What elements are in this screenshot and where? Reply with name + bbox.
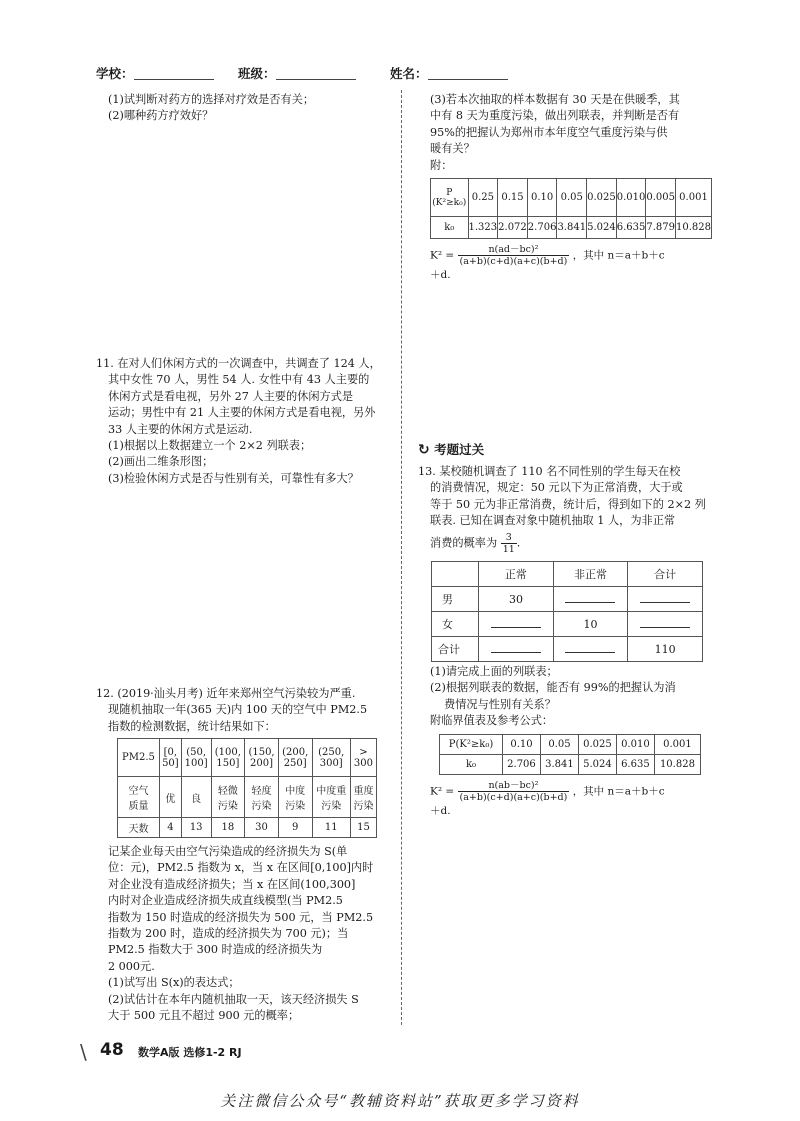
q11-line: (3)检验休闲方式是否与性别有关，可靠性有多大？ — [108, 471, 359, 485]
q13-line: 的消费情况，规定：50 元以下为正常消费，大于或 — [430, 481, 683, 495]
table-cell: (50, 100] — [181, 739, 211, 777]
school-field: 学校： — [96, 64, 214, 82]
q12-line: (2)试估计在本年内随机抽取一天，该天经济损失 S — [108, 992, 359, 1006]
q11-line: 休闲方式是看电视，另外 27 人主要的休闲方式是 — [108, 389, 354, 403]
table-cell: 2.706 — [503, 755, 541, 775]
table-cell: 3.841 — [557, 217, 587, 239]
fraction-denominator: 11 — [502, 543, 515, 555]
formula-1 — [430, 244, 730, 283]
q12-line: PM2.5 指数大于 300 时造成的经济损失为 — [108, 943, 323, 957]
table-cell: 0.001 — [654, 735, 700, 755]
q11-line: (2)画出二维条形图； — [108, 455, 214, 469]
table-cell: 6.635 — [616, 217, 646, 239]
formula-numerator: n(ad－bc)² — [458, 244, 570, 256]
critical-value-table-2 — [439, 734, 701, 775]
table-cell: 110 — [628, 637, 703, 662]
table-cell: 15 — [350, 817, 376, 837]
probability-fraction — [501, 532, 517, 555]
q12-sub3-line: 暖有关？ — [430, 142, 475, 156]
q13-sub-line: (1)请完成上面的列联表； — [430, 665, 558, 678]
table-cell: PM2.5 — [118, 739, 160, 777]
table-cell: 0.10 — [503, 735, 541, 755]
formula-denominator: (a+b)(c+d)(a+c)(b+d) — [459, 256, 568, 267]
q12-line: 大于 500 元且不超过 900 元的概率； — [108, 1009, 300, 1023]
table-cell: 10.828 — [676, 217, 712, 239]
q13-sub-line: 费情况与性别有关系？ — [444, 697, 556, 711]
contingency-table — [431, 561, 703, 662]
table-cell: 3.841 — [540, 755, 578, 775]
table-cell: 女 — [432, 612, 479, 637]
q12-line: 现随机抽取一年(365 天)内 100 天的空气中 PM2.5 — [108, 703, 368, 717]
q12-sub3-line: 中有 8 天为重度污染，做出列联表，并判断是否有 — [430, 109, 680, 123]
answer-blank[interactable] — [565, 643, 615, 653]
q11-line: 33 人主要的休闲方式是运动. — [108, 422, 253, 436]
q12-line: (1)试写出 S(x)的表达式； — [108, 976, 240, 990]
blank-cell[interactable] — [628, 612, 703, 637]
table-cell: 6.635 — [616, 755, 654, 775]
q12-line: 内时对企业造成经济损失成直线模型(当 PM2.5 — [108, 894, 343, 908]
table-cell: 合计 — [628, 562, 703, 587]
table-cell: 0.05 — [557, 179, 587, 217]
formula-denominator: (a+b)(c+d)(a+c)(b+d) — [459, 792, 568, 803]
answer-blank[interactable] — [491, 643, 541, 653]
formula-tail2: ＋d. — [430, 269, 451, 281]
critical-value-table-1 — [430, 178, 712, 239]
q12-sub3-line: 95%的把握认为郑州市本年度空气重度污染与供 — [430, 125, 668, 139]
table-cell: 9 — [278, 817, 312, 837]
table-cell: 30 — [245, 817, 279, 837]
answer-blank[interactable] — [640, 593, 690, 603]
class-field: 班级： — [238, 64, 356, 82]
table-cell — [432, 562, 479, 587]
table-cell: k₀ — [440, 755, 503, 775]
table-cell: 0.005 — [646, 179, 676, 217]
question-13-subs — [430, 664, 730, 730]
question-12-intro — [96, 686, 396, 735]
table-cell: P(K²≥k₀) — [440, 735, 503, 755]
table-cell: 2.706 — [527, 217, 557, 239]
q13-line: 等于 50 元为非正常消费，统计后，得到如下的 2×2 列 — [430, 497, 706, 511]
q13-sub-line: 附临界值表及参考公式： — [430, 714, 554, 728]
table-cell: 良 — [181, 777, 211, 817]
table-cell: 合计 — [432, 637, 479, 662]
q11-line: 11. 在对人们休闲方式的一次调查中，共调查了 124 人， — [96, 357, 381, 370]
q13-line: 联表. 已知在调查对象中随机抽取 1 人，为非正常 — [430, 514, 676, 528]
blank-cell[interactable] — [479, 637, 554, 662]
table-cell: 天数 — [118, 817, 160, 837]
q11-line: 运动；男性中有 21 人主要的休闲方式是看电视，另外 — [108, 406, 376, 420]
table-cell: 0.010 — [616, 735, 654, 755]
question-12-body — [108, 844, 398, 1024]
table-cell: 0.25 — [468, 179, 498, 217]
table-cell: 30 — [479, 587, 554, 612]
q13-probability-line — [418, 532, 723, 555]
table-cell: 18 — [211, 817, 245, 837]
formula-lhs: K² = — [430, 785, 455, 798]
table-cell: > 300 — [350, 739, 376, 777]
formula-fraction — [458, 780, 570, 803]
formula-numerator: n(ab－bc)² — [458, 780, 570, 792]
table-cell: 5.024 — [587, 217, 617, 239]
table-cell: (150, 200] — [245, 739, 279, 777]
table-cell: 0.025 — [578, 735, 616, 755]
table-cell: 0.001 — [676, 179, 712, 217]
formula-tail: ，其中 n＝a＋b＋c — [572, 249, 665, 262]
name-field: 姓名： — [390, 64, 508, 82]
table-cell: 空气 质量 — [118, 777, 160, 817]
q13-prob-prefix: 消费的概率为 — [430, 536, 498, 550]
blank-cell[interactable] — [553, 637, 628, 662]
q10-sub2: (2)哪种药方疗效好？ — [108, 109, 214, 123]
table-cell: 重度 污染 — [350, 777, 376, 817]
table-cell: 0.05 — [540, 735, 578, 755]
question-13 — [418, 464, 723, 555]
table-cell: 0.010 — [616, 179, 646, 217]
section-header — [418, 440, 484, 458]
table-cell: 男 — [432, 587, 479, 612]
page-number: 48 — [100, 1040, 124, 1060]
blank-cell[interactable] — [553, 587, 628, 612]
q12-line: 指数为 150 时造成的经济损失为 500 元，当 PM2.5 — [108, 910, 374, 924]
table-cell: (200, 250] — [278, 739, 312, 777]
pm25-table — [117, 738, 377, 838]
table-cell: 0.025 — [587, 179, 617, 217]
formula-fraction — [458, 244, 570, 267]
q13-line: 13. 某校随机调查了 110 名不同性别的学生每天在校 — [418, 465, 681, 478]
q12-line: 记某企业每天由空气污染造成的经济损失为 S(单 — [108, 845, 348, 858]
table-cell: 优 — [159, 777, 181, 817]
q12-line: 指数的检测数据，统计结果如下： — [108, 719, 276, 733]
table-cell: 轻度 污染 — [245, 777, 279, 817]
table-cell: 中度 污染 — [278, 777, 312, 817]
table-cell: 4 — [159, 817, 181, 837]
question-11 — [96, 356, 396, 487]
header — [96, 64, 516, 84]
answer-blank[interactable] — [640, 618, 690, 628]
table-cell: 10.828 — [654, 755, 700, 775]
slash-mark: \ — [80, 1040, 87, 1064]
appendix-label: 附： — [430, 158, 453, 172]
question-12-sub3 — [420, 92, 720, 174]
table-cell: 7.879 — [646, 217, 676, 239]
table-cell: (100, 150] — [211, 739, 245, 777]
table-cell: 轻微 污染 — [211, 777, 245, 817]
book-title: 数学A版 选修1-2 RJ — [138, 1046, 242, 1059]
table-cell: 11 — [312, 817, 350, 837]
table-cell: (250, 300] — [312, 739, 350, 777]
formula-tail2: ＋d. — [430, 805, 451, 817]
table-cell: [0, 50] — [159, 739, 181, 777]
fraction-numerator: 3 — [501, 532, 517, 544]
blank-cell[interactable] — [628, 587, 703, 612]
q10-sub1: (1)试判断对药方的选择对疗效是否有关； — [108, 93, 315, 106]
column-divider — [401, 90, 402, 1025]
section-title: 考题过关 — [434, 442, 485, 457]
q11-line: (1)根据以上数据建立一个 2×2 列联表； — [108, 439, 312, 453]
table-cell: 0.15 — [498, 179, 528, 217]
table-cell: 中度重 污染 — [312, 777, 350, 817]
q12-line: 12. (2019·汕头月考) 近年来郑州空气污染较为严重. — [96, 687, 356, 700]
left-col-top — [96, 92, 392, 125]
table-cell: P (K²≥k₀) — [431, 179, 469, 217]
table-cell: 10 — [553, 612, 628, 637]
blank-cell[interactable] — [479, 612, 554, 637]
formula-tail: ，其中 n＝a＋b＋c — [572, 785, 665, 798]
q13-prob-suffix: . — [516, 536, 521, 550]
formula-2 — [430, 780, 730, 819]
q12-line: 位：元)，PM2.5 指数为 x，当 x 在区间[0,100]内时 — [108, 861, 374, 875]
answer-blank[interactable] — [491, 618, 541, 628]
table-cell: 0.10 — [527, 179, 557, 217]
table-cell: 1.323 — [468, 217, 498, 239]
table-cell: 13 — [181, 817, 211, 837]
table-cell: 5.024 — [578, 755, 616, 775]
q12-line: 2 000元. — [108, 959, 155, 973]
formula-lhs: K² = — [430, 249, 455, 262]
bottom-note: 关注微信公众号“教辅资料站”获取更多学习资料 — [220, 1092, 580, 1110]
q11-line: 其中女性 70 人，男性 54 人. 女性中有 43 人主要的 — [108, 373, 370, 387]
table-cell: 非正常 — [553, 562, 628, 587]
q12-line: 对企业没有造成经济损失；当 x 在区间(100,300] — [108, 877, 356, 891]
table-cell: 正常 — [479, 562, 554, 587]
table-cell: k₀ — [431, 217, 469, 239]
q12-sub3-line: (3)若本次抽取的样本数据有 30 天是在供暖季，其 — [430, 93, 680, 106]
q12-line: 指数为 200 时，造成的经济损失为 700 元)；当 — [108, 927, 349, 941]
table-cell: 2.072 — [498, 217, 528, 239]
arrow-icon: ↻ — [418, 442, 430, 458]
q13-sub-line: (2)根据列联表的数据，能否有 99%的把握认为消 — [430, 681, 676, 695]
answer-blank[interactable] — [565, 593, 615, 603]
